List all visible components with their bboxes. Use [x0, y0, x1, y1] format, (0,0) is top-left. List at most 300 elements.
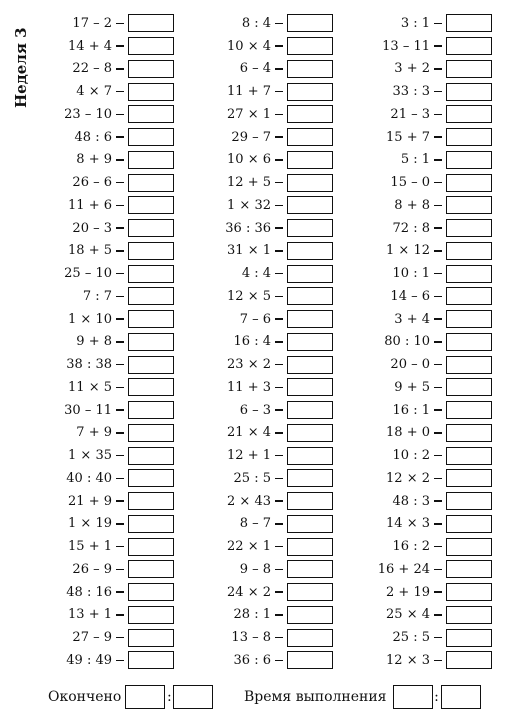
- answer-box[interactable]: [287, 105, 333, 123]
- equals-dash: [116, 227, 124, 228]
- problem-expression: 23 × 2: [227, 357, 271, 373]
- answer-box[interactable]: [128, 105, 174, 123]
- problem-row: [30, 149, 174, 172]
- equals-dash: [275, 637, 283, 638]
- problem-expression: 49 : 49: [66, 652, 112, 668]
- answer-box[interactable]: [128, 606, 174, 624]
- week-label: Неделя 3: [12, 27, 30, 108]
- problem-expression: 22 × 1: [227, 539, 271, 555]
- equals-dash: [116, 637, 124, 638]
- answer-box[interactable]: [287, 265, 333, 283]
- answer-box[interactable]: [287, 287, 333, 305]
- problem-expression: 1 × 35: [68, 448, 112, 464]
- problem-row: [30, 194, 174, 217]
- answer-box[interactable]: [446, 83, 492, 101]
- equals-dash: [434, 68, 442, 69]
- equals-dash: [275, 227, 283, 228]
- problem-row: [348, 103, 492, 126]
- problem-expression: 17 – 2: [72, 15, 112, 31]
- problem-expression: 5 : 1: [400, 152, 430, 168]
- answer-box[interactable]: [128, 651, 174, 669]
- problem-expression: 25 – 10: [64, 266, 112, 282]
- answer-box[interactable]: [287, 606, 333, 624]
- answer-box[interactable]: [287, 356, 333, 374]
- equals-dash: [116, 273, 124, 274]
- problem-expression: 8 – 7: [239, 516, 271, 532]
- equals-dash: [434, 159, 442, 160]
- equals-dash: [434, 364, 442, 365]
- problem-row: [348, 626, 492, 649]
- problem-row: [348, 149, 492, 172]
- answer-box[interactable]: [287, 60, 333, 78]
- problem-row: [348, 376, 492, 399]
- problem-row: [189, 490, 333, 513]
- answer-box[interactable]: [287, 401, 333, 419]
- problem-row: [189, 171, 333, 194]
- finished-group: [48, 684, 213, 710]
- problem-expression: 25 : 5: [392, 630, 430, 646]
- problem-expression: 27 – 9: [72, 630, 112, 646]
- problem-expression: 1 × 19: [68, 516, 112, 532]
- problem-row: [189, 149, 333, 172]
- problem-row: [30, 353, 174, 376]
- problem-expression: 15 – 0: [390, 175, 430, 191]
- problem-row: [348, 331, 492, 354]
- equals-dash: [434, 227, 442, 228]
- problem-expression: 30 – 11: [64, 402, 112, 418]
- problem-expression: 80 : 10: [384, 334, 430, 350]
- equals-dash: [275, 364, 283, 365]
- problem-row: [189, 240, 333, 263]
- answer-box[interactable]: [128, 538, 174, 556]
- answer-box[interactable]: [446, 424, 492, 442]
- finished-minutes-box[interactable]: [173, 685, 213, 709]
- answer-box[interactable]: [128, 447, 174, 465]
- answer-box[interactable]: [128, 469, 174, 487]
- problem-column-1: [30, 12, 174, 672]
- equals-dash: [116, 546, 124, 547]
- problem-expression: 72 : 8: [392, 220, 430, 236]
- problem-row: [348, 58, 492, 81]
- answer-box[interactable]: [446, 356, 492, 374]
- answer-box[interactable]: [128, 424, 174, 442]
- problem-expression: 6 – 4: [239, 61, 271, 77]
- equals-dash: [434, 387, 442, 388]
- problem-row: [30, 422, 174, 445]
- answer-box[interactable]: [446, 219, 492, 237]
- finished-separator: :: [166, 689, 172, 705]
- problem-row: [189, 444, 333, 467]
- problem-expression: 8 + 8: [394, 197, 430, 213]
- answer-box[interactable]: [446, 401, 492, 419]
- problem-expression: 28 : 1: [233, 607, 271, 623]
- equals-dash: [116, 523, 124, 524]
- equals-dash: [275, 432, 283, 433]
- equals-dash: [275, 159, 283, 160]
- answer-box[interactable]: [446, 287, 492, 305]
- problem-expression: 2 × 43: [227, 493, 271, 509]
- answer-box[interactable]: [287, 83, 333, 101]
- problem-expression: 48 : 3: [392, 493, 430, 509]
- problem-row: [30, 331, 174, 354]
- problem-expression: 10 × 4: [227, 38, 271, 54]
- answer-box[interactable]: [287, 560, 333, 578]
- answer-box[interactable]: [128, 196, 174, 214]
- problem-row: [30, 376, 174, 399]
- duration-separator: :: [434, 689, 439, 705]
- problem-row: [30, 285, 174, 308]
- equals-dash: [434, 546, 442, 547]
- answer-box[interactable]: [446, 151, 492, 169]
- problem-row: [189, 308, 333, 331]
- problem-expression: 26 – 6: [72, 175, 112, 191]
- equals-dash: [275, 296, 283, 297]
- problem-expression: 29 – 7: [231, 129, 271, 145]
- equals-dash: [275, 182, 283, 183]
- problem-expression: 16 : 1: [392, 402, 430, 418]
- duration-group: [244, 684, 481, 710]
- answer-box[interactable]: [287, 378, 333, 396]
- answer-box[interactable]: [446, 583, 492, 601]
- problem-expression: 21 × 4: [227, 425, 271, 441]
- problem-row: [30, 626, 174, 649]
- problem-expression: 12 + 5: [227, 175, 271, 191]
- problem-row: [189, 58, 333, 81]
- answer-box[interactable]: [446, 629, 492, 647]
- problem-expression: 11 × 5: [68, 379, 112, 395]
- equals-dash: [275, 546, 283, 547]
- equals-dash: [275, 91, 283, 92]
- equals-dash: [116, 478, 124, 479]
- equals-dash: [275, 205, 283, 206]
- problem-row: [30, 308, 174, 331]
- answer-box[interactable]: [128, 265, 174, 283]
- equals-dash: [275, 591, 283, 592]
- equals-dash: [116, 500, 124, 501]
- equals-dash: [275, 114, 283, 115]
- problem-expression: 13 – 11: [382, 38, 430, 54]
- problem-row: [30, 581, 174, 604]
- finished-label: Окончено: [48, 689, 122, 705]
- problem-row: [30, 444, 174, 467]
- answer-box[interactable]: [446, 265, 492, 283]
- problem-expression: 16 + 24: [377, 561, 430, 577]
- equals-dash: [116, 182, 124, 183]
- problem-expression: 21 – 3: [390, 106, 430, 122]
- problem-row: [189, 80, 333, 103]
- answer-box[interactable]: [446, 560, 492, 578]
- answer-box[interactable]: [128, 37, 174, 55]
- answer-box[interactable]: [287, 219, 333, 237]
- problem-expression: 6 – 3: [239, 402, 271, 418]
- answer-box[interactable]: [128, 14, 174, 32]
- problem-expression: 4 × 7: [76, 84, 112, 100]
- answer-box[interactable]: [287, 151, 333, 169]
- problem-expression: 31 × 1: [227, 243, 271, 259]
- answer-box[interactable]: [128, 128, 174, 146]
- problem-expression: 13 – 8: [231, 630, 271, 646]
- equals-dash: [434, 660, 442, 661]
- equals-dash: [275, 273, 283, 274]
- equals-dash: [116, 318, 124, 319]
- equals-dash: [116, 364, 124, 365]
- equals-dash: [434, 318, 442, 319]
- problem-expression: 12 × 3: [386, 652, 430, 668]
- problem-row: [348, 35, 492, 58]
- answer-box[interactable]: [446, 174, 492, 192]
- answer-box[interactable]: [287, 14, 333, 32]
- finished-hours-box[interactable]: [125, 685, 165, 709]
- equals-dash: [116, 45, 124, 46]
- footer: [0, 684, 510, 712]
- problem-expression: 2 + 19: [386, 584, 430, 600]
- problem-expression: 11 + 7: [227, 84, 271, 100]
- answer-box[interactable]: [287, 515, 333, 533]
- answer-box[interactable]: [128, 310, 174, 328]
- equals-dash: [275, 478, 283, 479]
- answer-box[interactable]: [128, 83, 174, 101]
- problem-row: [30, 467, 174, 490]
- equals-dash: [275, 318, 283, 319]
- answer-box[interactable]: [128, 515, 174, 533]
- problem-expression: 1 × 12: [386, 243, 430, 259]
- problem-row: [189, 194, 333, 217]
- answer-box[interactable]: [128, 492, 174, 510]
- problem-row: [189, 103, 333, 126]
- problem-expression: 25 × 4: [386, 607, 430, 623]
- answer-box[interactable]: [446, 651, 492, 669]
- problem-expression: 20 – 3: [72, 220, 112, 236]
- problem-row: [348, 490, 492, 513]
- answer-box[interactable]: [287, 333, 333, 351]
- answer-box[interactable]: [287, 447, 333, 465]
- problem-row: [189, 262, 333, 285]
- duration-hours-box[interactable]: [393, 685, 433, 709]
- problem-row: [30, 649, 174, 672]
- answer-box[interactable]: [287, 583, 333, 601]
- answer-box[interactable]: [128, 219, 174, 237]
- answer-box[interactable]: [287, 310, 333, 328]
- answer-box[interactable]: [446, 242, 492, 260]
- equals-dash: [275, 45, 283, 46]
- problem-row: [30, 35, 174, 58]
- answer-box[interactable]: [128, 60, 174, 78]
- equals-dash: [434, 500, 442, 501]
- equals-dash: [434, 523, 442, 524]
- problem-row: [189, 558, 333, 581]
- equals-dash: [434, 250, 442, 251]
- problem-row: [30, 171, 174, 194]
- equals-dash: [275, 409, 283, 410]
- answer-box[interactable]: [446, 447, 492, 465]
- answer-box[interactable]: [128, 151, 174, 169]
- problem-row: [189, 604, 333, 627]
- equals-dash: [434, 23, 442, 24]
- problem-row: [348, 285, 492, 308]
- problem-row: [30, 58, 174, 81]
- problem-row: [348, 558, 492, 581]
- problem-row: [189, 35, 333, 58]
- equals-dash: [275, 136, 283, 137]
- equals-dash: [116, 136, 124, 137]
- problem-row: [189, 581, 333, 604]
- equals-dash: [275, 660, 283, 661]
- problem-expression: 12 + 1: [227, 448, 271, 464]
- answer-box[interactable]: [446, 333, 492, 351]
- problem-row: [189, 353, 333, 376]
- answer-box[interactable]: [128, 378, 174, 396]
- answer-box[interactable]: [128, 629, 174, 647]
- problem-row: [189, 126, 333, 149]
- answer-box[interactable]: [446, 196, 492, 214]
- answer-box[interactable]: [128, 242, 174, 260]
- problem-expression: 33 : 3: [392, 84, 430, 100]
- problem-expression: 7 – 6: [239, 311, 271, 327]
- answer-box[interactable]: [446, 378, 492, 396]
- answer-box[interactable]: [287, 538, 333, 556]
- equals-dash: [434, 409, 442, 410]
- answer-box[interactable]: [287, 37, 333, 55]
- equals-dash: [434, 341, 442, 342]
- problem-row: [348, 194, 492, 217]
- duration-minutes-box[interactable]: [441, 685, 481, 709]
- problem-row: [348, 262, 492, 285]
- problem-expression: 11 + 6: [68, 197, 112, 213]
- problem-expression: 8 : 4: [241, 15, 271, 31]
- problem-row: [30, 513, 174, 536]
- problem-expression: 10 : 1: [392, 266, 430, 282]
- problem-expression: 20 – 0: [390, 357, 430, 373]
- problem-expression: 27 × 1: [227, 106, 271, 122]
- problem-row: [30, 80, 174, 103]
- answer-box[interactable]: [287, 629, 333, 647]
- problem-expression: 9 + 8: [76, 334, 112, 350]
- answer-box[interactable]: [446, 60, 492, 78]
- answer-box[interactable]: [446, 469, 492, 487]
- equals-dash: [116, 614, 124, 615]
- answer-box[interactable]: [287, 128, 333, 146]
- answer-box[interactable]: [287, 492, 333, 510]
- answer-box[interactable]: [446, 492, 492, 510]
- answer-box[interactable]: [287, 469, 333, 487]
- equals-dash: [434, 296, 442, 297]
- equals-dash: [434, 432, 442, 433]
- equals-dash: [116, 341, 124, 342]
- problem-expression: 16 : 2: [392, 539, 430, 555]
- problem-expression: 9 – 8: [239, 561, 271, 577]
- problem-row: [189, 12, 333, 35]
- answer-box[interactable]: [128, 560, 174, 578]
- equals-dash: [116, 91, 124, 92]
- answer-box[interactable]: [446, 606, 492, 624]
- equals-dash: [116, 409, 124, 410]
- answer-box[interactable]: [287, 174, 333, 192]
- equals-dash: [275, 23, 283, 24]
- problem-expression: 24 × 2: [227, 584, 271, 600]
- answer-box[interactable]: [446, 515, 492, 533]
- problem-row: [348, 581, 492, 604]
- problem-expression: 7 + 9: [76, 425, 112, 441]
- problem-row: [348, 422, 492, 445]
- problem-row: [348, 649, 492, 672]
- problem-row: [348, 513, 492, 536]
- equals-dash: [116, 205, 124, 206]
- problem-row: [30, 240, 174, 263]
- answer-box[interactable]: [446, 538, 492, 556]
- equals-dash: [275, 569, 283, 570]
- problem-expression: 25 : 5: [233, 470, 271, 486]
- problem-row: [348, 308, 492, 331]
- answer-box[interactable]: [128, 401, 174, 419]
- problem-expression: 13 + 1: [68, 607, 112, 623]
- equals-dash: [116, 387, 124, 388]
- problem-row: [30, 12, 174, 35]
- problem-row: [348, 217, 492, 240]
- answer-box[interactable]: [128, 174, 174, 192]
- equals-dash: [434, 45, 442, 46]
- problem-expression: 15 + 1: [68, 539, 112, 555]
- problem-row: [189, 399, 333, 422]
- problem-expression: 18 + 5: [68, 243, 112, 259]
- problem-row: [30, 262, 174, 285]
- problem-row: [348, 126, 492, 149]
- problem-row: [348, 80, 492, 103]
- duration-label: Время выполнения: [244, 689, 387, 705]
- answer-box[interactable]: [287, 651, 333, 669]
- problem-row: [189, 376, 333, 399]
- answer-box[interactable]: [128, 333, 174, 351]
- problem-row: [348, 444, 492, 467]
- problem-row: [348, 535, 492, 558]
- problem-row: [30, 103, 174, 126]
- problem-row: [189, 331, 333, 354]
- equals-dash: [434, 614, 442, 615]
- answer-box[interactable]: [446, 14, 492, 32]
- answer-box[interactable]: [446, 128, 492, 146]
- answer-box[interactable]: [128, 287, 174, 305]
- problem-expression: 3 + 2: [394, 61, 430, 77]
- answer-box[interactable]: [287, 242, 333, 260]
- answer-box[interactable]: [287, 424, 333, 442]
- problem-expression: 14 – 6: [390, 288, 430, 304]
- problem-expression: 4 : 4: [241, 266, 271, 282]
- answer-box[interactable]: [128, 583, 174, 601]
- problem-expression: 3 + 4: [394, 311, 430, 327]
- answer-box[interactable]: [446, 310, 492, 328]
- problem-column-3: [348, 12, 492, 672]
- problem-row: [30, 604, 174, 627]
- equals-dash: [116, 569, 124, 570]
- equals-dash: [116, 114, 124, 115]
- answer-box[interactable]: [128, 356, 174, 374]
- answer-box[interactable]: [446, 37, 492, 55]
- problem-row: [189, 285, 333, 308]
- equals-dash: [275, 523, 283, 524]
- problem-row: [30, 490, 174, 513]
- equals-dash: [275, 387, 283, 388]
- equals-dash: [434, 182, 442, 183]
- answer-box[interactable]: [446, 105, 492, 123]
- answer-box[interactable]: [287, 196, 333, 214]
- problem-expression: 21 + 9: [68, 493, 112, 509]
- problem-row: [189, 626, 333, 649]
- problem-expression: 14 × 3: [386, 516, 430, 532]
- problem-expression: 10 × 6: [227, 152, 271, 168]
- problem-row: [348, 353, 492, 376]
- problem-expression: 48 : 16: [66, 584, 112, 600]
- equals-dash: [116, 68, 124, 69]
- problem-expression: 7 : 7: [82, 288, 112, 304]
